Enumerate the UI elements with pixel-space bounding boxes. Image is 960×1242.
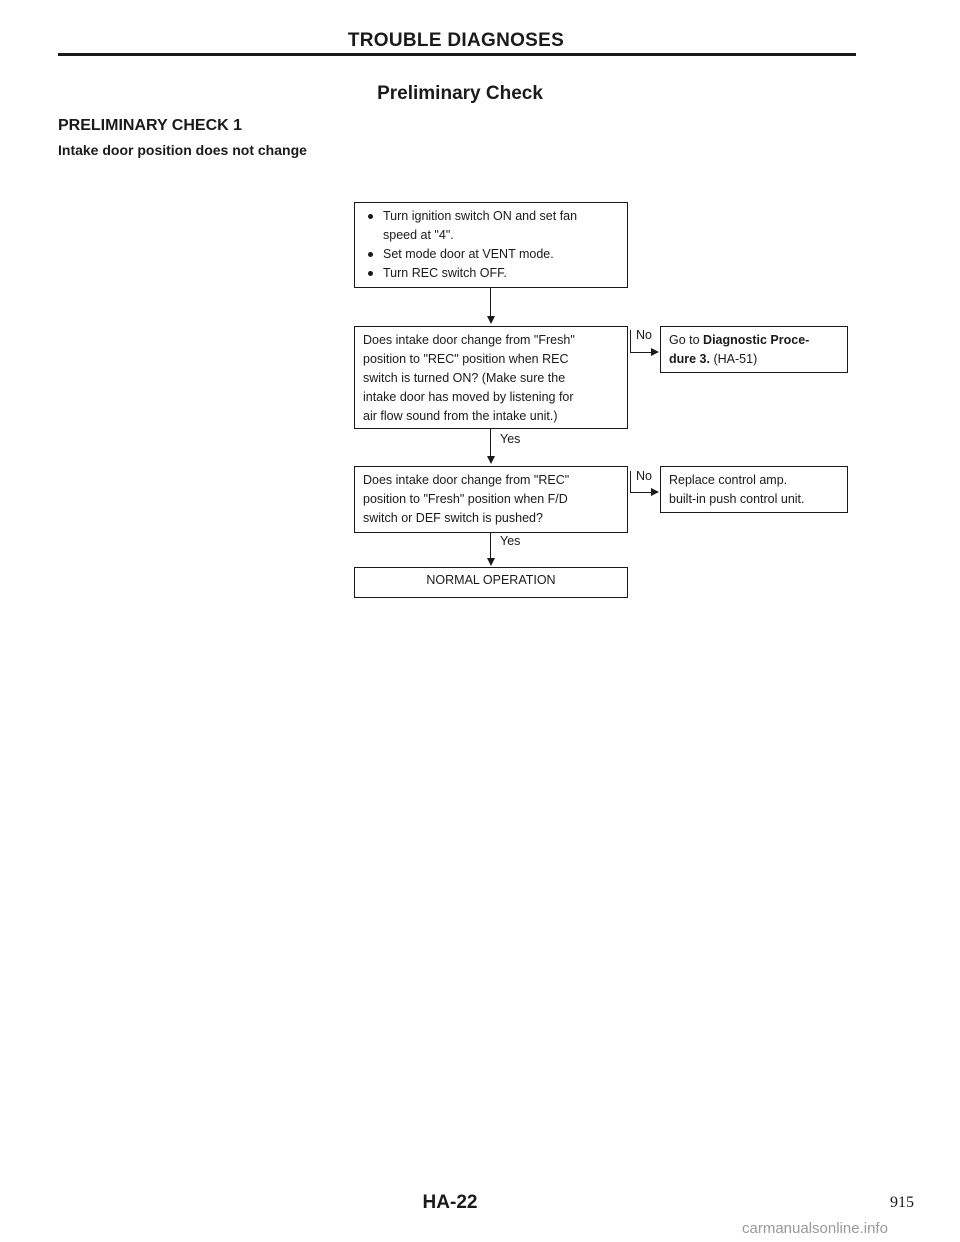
q1-line-3: switch is turned ON? (Make sure the xyxy=(363,371,566,385)
q1-no-line xyxy=(630,352,652,353)
start-item-2 xyxy=(363,245,619,264)
sheet-number: 915 xyxy=(890,1194,914,1211)
flow-q2-no-box xyxy=(660,466,848,513)
flow-end-box xyxy=(354,567,628,598)
q1-line-5: air flow sound from the intake unit.) xyxy=(363,409,558,423)
check-subtitle: Intake door position does not change xyxy=(58,142,307,158)
connector-start-q1 xyxy=(490,288,491,318)
start-item-2-text: Set mode door at VENT mode. xyxy=(383,247,554,261)
watermark: carmanualsonline.info xyxy=(742,1220,888,1237)
q2-line-1: Does intake door change from "REC" xyxy=(363,473,570,487)
start-item-1 xyxy=(363,207,619,245)
page-number: HA-22 xyxy=(422,1192,478,1213)
q1-line-1: Does intake door change from "Fresh" xyxy=(363,333,575,347)
arrow-q2-end xyxy=(487,558,495,566)
q1-no-suffix: (HA-51) xyxy=(710,352,758,366)
q2-no-arrow xyxy=(651,488,659,496)
start-item-1-text: Turn ignition switch ON and set fan xyxy=(383,209,578,223)
flow-start-box xyxy=(354,202,628,288)
arrow-q1-q2 xyxy=(487,456,495,464)
q1-no-prefix: Go to xyxy=(669,333,704,347)
q2-no-label: No xyxy=(636,469,652,483)
connector-q1-q2 xyxy=(490,429,491,458)
q2-no-line-1: Replace control amp. xyxy=(669,473,788,487)
q1-no-bold2: dure 3. xyxy=(669,352,710,366)
q2-line-2: position to "Fresh" position when F/D xyxy=(363,492,568,506)
q2-line-3: switch or DEF switch is pushed? xyxy=(363,511,543,525)
end-text: NORMAL OPERATION xyxy=(426,573,556,587)
q2-no-line-2: built-in push control unit. xyxy=(669,492,805,506)
arrow-start-q1 xyxy=(487,316,495,324)
connector-q2-end xyxy=(490,533,491,560)
q2-no-line xyxy=(630,492,652,493)
q1-no-arrow xyxy=(651,348,659,356)
start-item-1-cont: speed at "4". xyxy=(383,228,454,242)
q1-line-4: intake door has moved by listening for xyxy=(363,390,574,404)
flow-q1-no-box xyxy=(660,326,848,373)
start-item-3 xyxy=(363,264,619,283)
header-rule xyxy=(58,53,856,56)
header-title: TROUBLE DIAGNOSES xyxy=(347,30,565,51)
check-heading: PRELIMINARY CHECK 1 xyxy=(58,117,243,134)
flow-q1-box xyxy=(354,326,628,429)
flow-q2-box xyxy=(354,466,628,533)
q1-yes-label: Yes xyxy=(500,432,521,446)
q2-yes-label: Yes xyxy=(500,534,521,548)
q1-line-2: position to "REC" position when REC xyxy=(363,352,569,366)
q1-no-line-1 xyxy=(669,331,839,350)
section-title: Preliminary Check xyxy=(377,83,543,104)
q2-no-tick xyxy=(630,471,631,492)
start-item-3-text: Turn REC switch OFF. xyxy=(383,266,507,280)
q1-no-bold: Diagnostic Proce- xyxy=(703,333,810,347)
q1-no-label: No xyxy=(636,328,652,342)
q1-no-tick xyxy=(630,330,631,352)
q1-no-line-2 xyxy=(669,350,839,369)
